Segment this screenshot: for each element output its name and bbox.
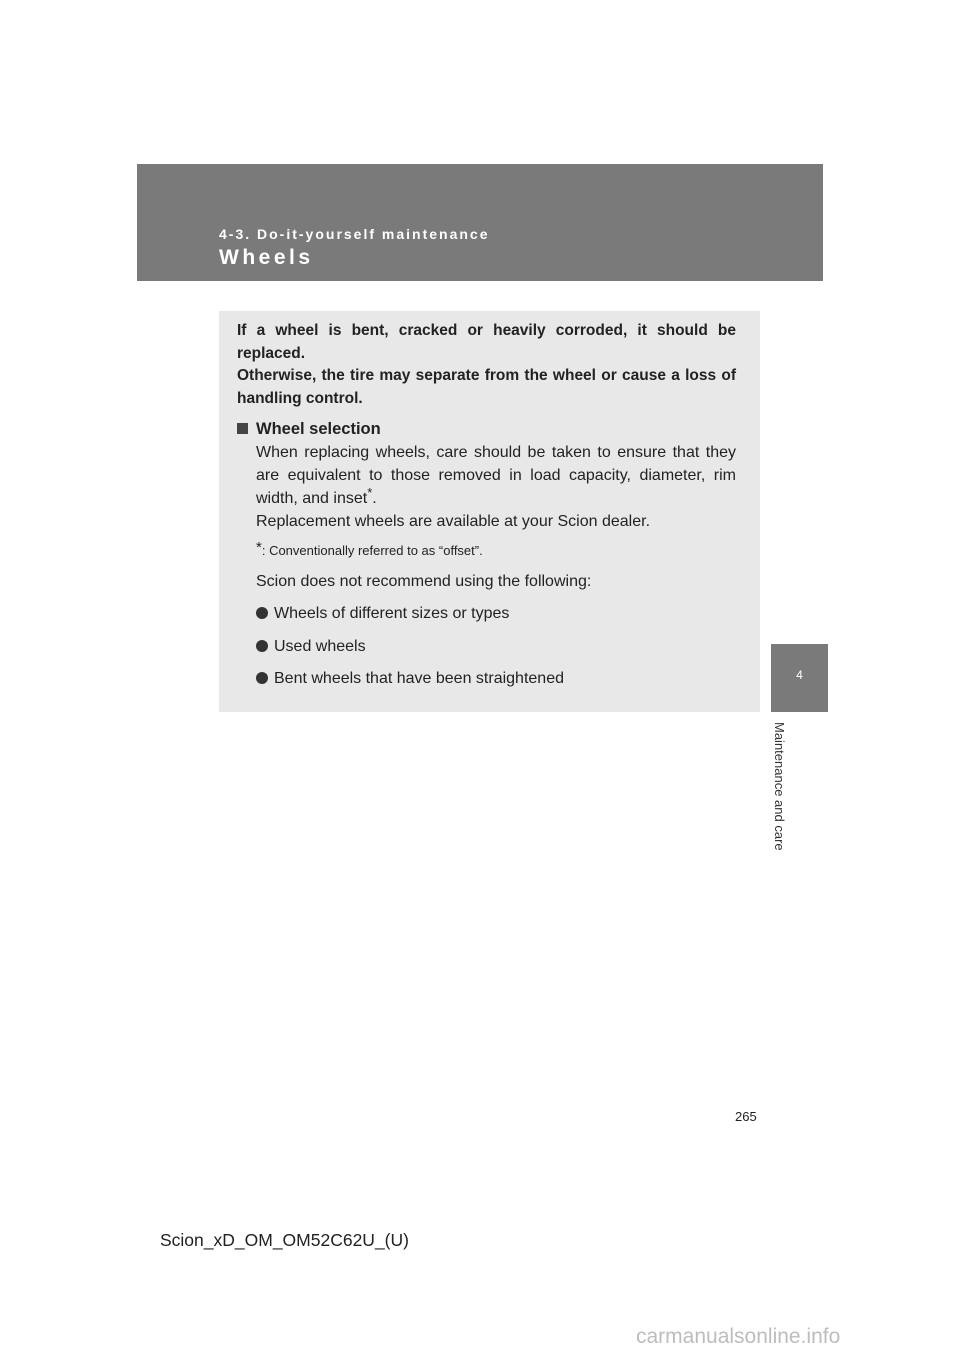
selection-paragraph bbox=[256, 441, 736, 510]
list-item-text: Bent wheels that have been straightened bbox=[274, 670, 564, 687]
footnote-marker: * bbox=[367, 485, 373, 500]
list-item bbox=[256, 638, 366, 656]
list-item-text: Wheels of different sizes or types bbox=[274, 605, 510, 622]
dealer-paragraph: Replacement wheels are available at your Scion dealer. bbox=[256, 513, 651, 530]
page-number: 265 bbox=[735, 1109, 757, 1124]
page-title: Wheels bbox=[219, 246, 314, 269]
content-box bbox=[219, 311, 760, 712]
wheel-selection-body bbox=[256, 441, 736, 533]
document-code: Scion_xD_OM_OM52C62U_(U) bbox=[160, 1230, 409, 1250]
list-item-text: Used wheels bbox=[274, 638, 366, 655]
watermark: carmanualsonline.info bbox=[636, 1325, 841, 1348]
selection-text: When replacing wheels, care should be taken to ensure that they are equivalent to those removed in load capacity, diameter, rim width, and inset bbox=[256, 444, 736, 507]
selection-period: . bbox=[372, 490, 377, 507]
footnote-star: * bbox=[256, 539, 262, 556]
header-band bbox=[137, 164, 823, 281]
list-item bbox=[256, 670, 564, 688]
bullet-dot-icon bbox=[256, 672, 268, 684]
intro-line: If a wheel is bent, cracked or heavily corroded, it should be replaced. bbox=[237, 322, 736, 362]
intro-line: Otherwise, the tire may separate from the wheel or cause a loss of handling control. bbox=[237, 367, 736, 407]
subheading-wheel-selection bbox=[237, 420, 381, 439]
bullet-dot-icon bbox=[256, 607, 268, 619]
list-item bbox=[256, 605, 509, 623]
section-label: 4-3. Do-it-yourself maintenance bbox=[219, 226, 490, 242]
subheading-text: Wheel selection bbox=[256, 420, 381, 438]
chapter-tab[interactable] bbox=[771, 644, 828, 712]
chapter-label: Maintenance and care bbox=[772, 722, 787, 851]
bullet-dot-icon bbox=[256, 640, 268, 652]
footnote-text: : Conventionally referred to as “offset”. bbox=[261, 543, 483, 558]
not-recommend-text: Scion does not recommend using the following: bbox=[256, 573, 592, 590]
intro-warning bbox=[237, 320, 736, 410]
footnote bbox=[256, 539, 483, 558]
square-bullet-icon bbox=[237, 423, 248, 434]
chapter-number: 4 bbox=[796, 668, 803, 682]
